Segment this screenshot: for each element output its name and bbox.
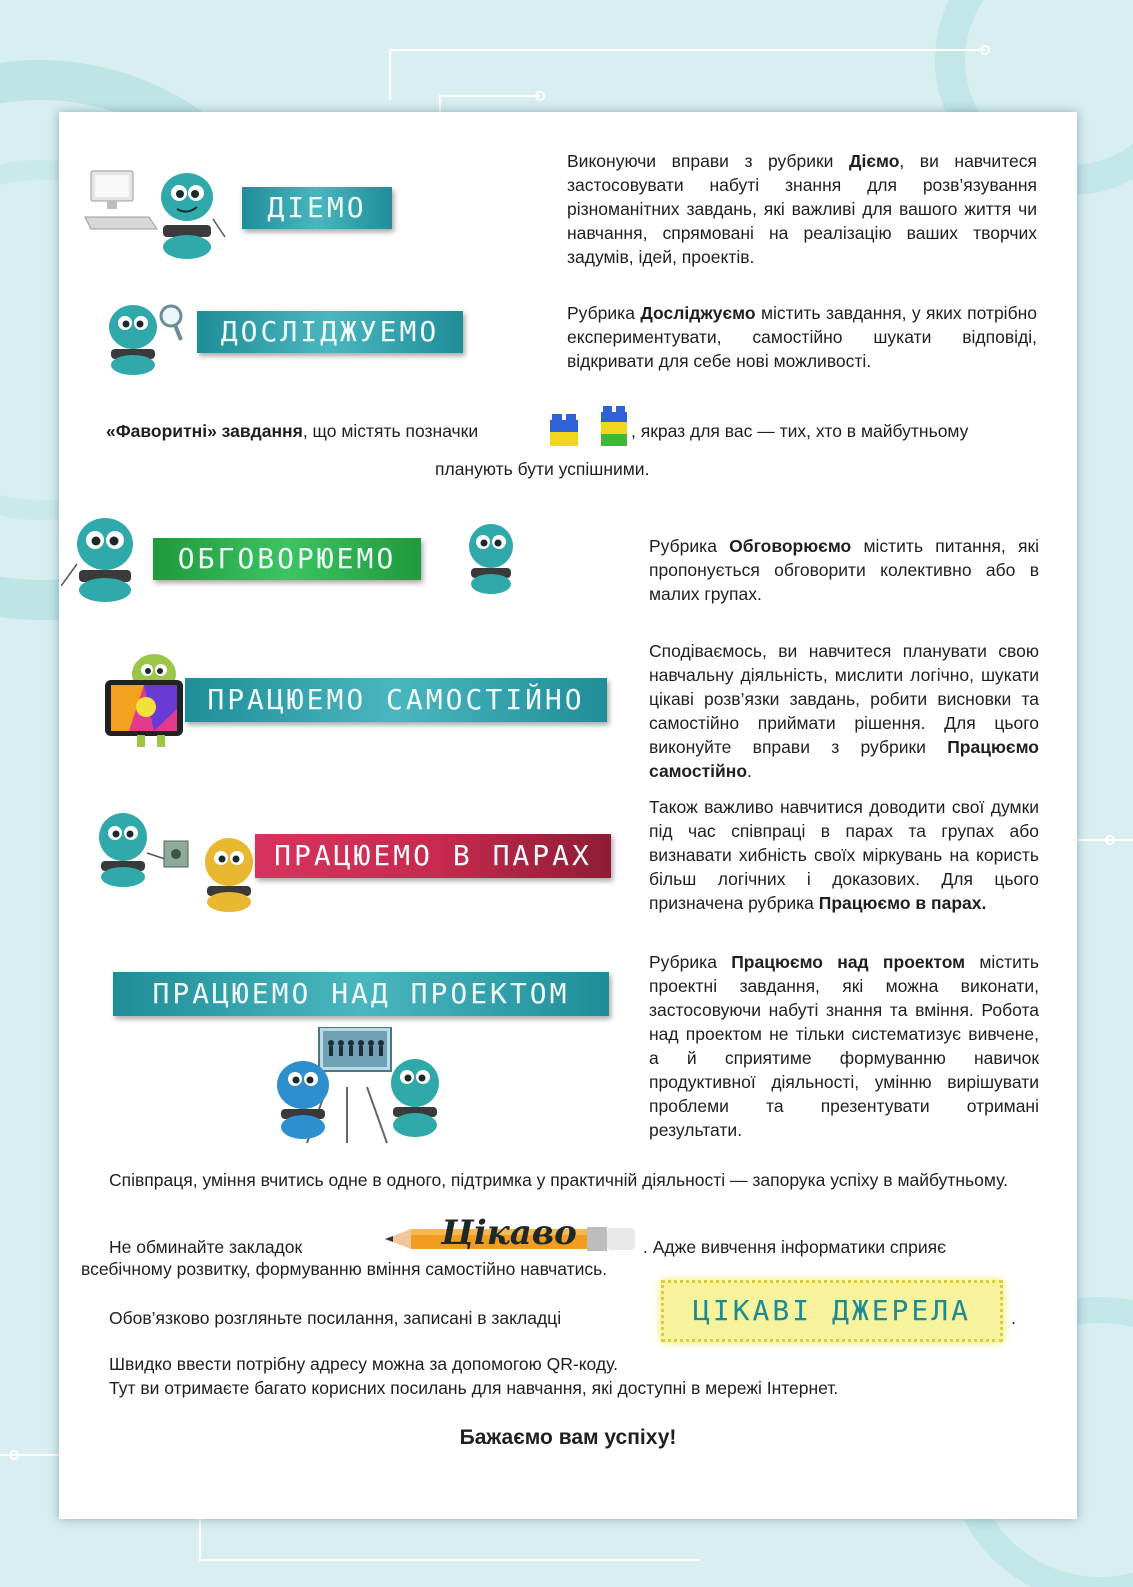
diemo-description: Виконуючи вправи з рубрики Діємо, ви навчитеся застосовувати набуті знання для розв’язування різноманітних завдань, які важливі для вашого життя чи навчання, спрямовані на реалізацію ваших творчих задумів, ідей, проектів. bbox=[567, 151, 1037, 267]
presentation-board-icon bbox=[267, 1027, 447, 1145]
v-parakh-description: Також важливо навчитися доводити свої думки під час співпраці в парах та групах або визнавати хибність своїх міркувань на користь більш логічних і доказових. Для цього призначена рубрика Працюємо в парах. bbox=[649, 797, 1039, 913]
robot-icon bbox=[87, 809, 167, 891]
tsikavo-line-start: Не обминайте закладок bbox=[109, 1237, 303, 1257]
tablet-icon bbox=[104, 679, 184, 737]
content-page bbox=[59, 112, 1077, 1519]
favorite-line2: планують бути успішними. bbox=[435, 459, 650, 479]
qr-line2: Тут ви отримаєте багато корисних посилань для навчання, які доступні в мережі Інтернет. bbox=[109, 1378, 839, 1398]
samostiino-description: Сподіваємось, ви навчитеся планувати свою навчальну діяльність, мислити логічно, шукати цікаві розв’язки завдань, робити висновки та самостійно приймати рішення. Для цього виконуйте вправи з рубрики Працюємо самостійно. bbox=[649, 641, 1039, 781]
badge-obhovoriuiemo: ОБГОВОРЮЕМО bbox=[153, 538, 421, 580]
magnifier-icon bbox=[157, 304, 187, 344]
proekt-description: Рубрика Працюємо над проектом містить проектні завдання, які можна виконати, застосовуючи набуті знання та вміння. Робота над проектом не тільки систематизує вивчене, а й сприятиме формуванню навичок продуктивної діяльності, умінню вирішувати проблеми та презентувати отримані результати. bbox=[649, 952, 1039, 1140]
tsikavo-line2: всебічному розвитку, формуванню вміння самостійно навчатись. bbox=[81, 1259, 608, 1279]
robot-legs-icon bbox=[131, 735, 171, 751]
robot-icon bbox=[61, 514, 151, 606]
robot-icon bbox=[451, 518, 531, 598]
badge-v-parakh: ПРАЦЮЕМО В ПАРАХ bbox=[255, 834, 611, 878]
lego-brick-icon bbox=[548, 412, 580, 450]
robot-icon bbox=[151, 167, 229, 262]
dzherela-line-end: . bbox=[1011, 1308, 1016, 1328]
badge-nad-proektom: ПРАЦЮЕМО НАД ПРОЕКТОМ bbox=[113, 972, 609, 1016]
closing-text: Бажаємо вам успіху! bbox=[459, 1426, 677, 1449]
qr-card-icon bbox=[163, 840, 189, 868]
badge-diemo: ДІЕМО bbox=[242, 187, 392, 229]
favorite-line-continued: , якраз для вас — тих, хто в майбутньому bbox=[631, 421, 969, 441]
favorite-line: «Фаворитні» завдання, що містять позначки bbox=[106, 421, 479, 441]
tsikavo-badge-label: Цікаво bbox=[441, 1213, 577, 1253]
badge-samostiino: ПРАЦЮЕМО САМОСТІЙНО bbox=[185, 678, 607, 722]
tsikavo-line-end: . Адже вивчення інформатики сприяє bbox=[643, 1237, 947, 1257]
dzherela-line: Обов’язково розгляньте посилання, записані в закладці bbox=[109, 1308, 562, 1328]
qr-line1: Швидко ввести потрібну адресу можна за допомогою QR-коду. bbox=[109, 1354, 618, 1374]
cooperation-paragraph: Співпраця, уміння вчитись одне в одного, підтримка у практичній діяльності — запорука успіху в майбутньому. bbox=[109, 1170, 1008, 1190]
pencil-icon bbox=[385, 1213, 639, 1257]
obhovoriuiemo-description: Рубрика Обговорюємо містить питання, які пропонується обговорити колективно або в малих групах. bbox=[649, 536, 1039, 604]
badge-dzherela: ЦІКАВІ ДЖЕРЕЛА bbox=[661, 1280, 1003, 1342]
badge-doslidzhuemo: ДОСЛІДЖУЕМО bbox=[197, 311, 463, 353]
lego-brick-icon bbox=[599, 404, 629, 450]
doslidzhuemo-description: Рубрика Досліджуємо містить завдання, у яких потрібно експериментувати, самостійно шукати відповіді, відкривати для себе нові можливості. bbox=[567, 303, 1037, 371]
